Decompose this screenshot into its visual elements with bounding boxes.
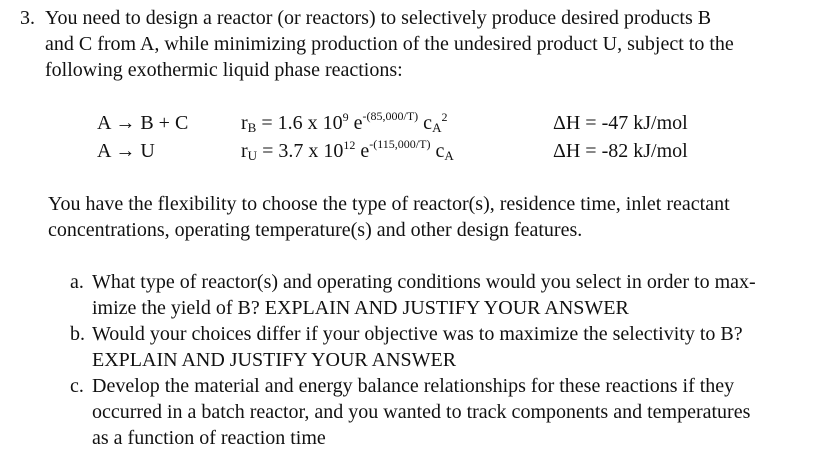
- question-c-line-3: as a function of reaction time: [92, 427, 326, 449]
- reaction-1-equation: A → B + C: [97, 112, 189, 134]
- question-c-label: c.: [70, 375, 84, 397]
- question-c-line-2: occurred in a batch reactor, and you wanted to track components and temperatures: [92, 401, 751, 423]
- reaction-2-enthalpy: ΔH = -82 kJ/mol: [553, 140, 688, 162]
- question-a-line-1: What type of reactor(s) and operating conditions would you select in order to max-: [92, 271, 756, 293]
- question-b-line-2: EXPLAIN AND JUSTIFY YOUR ANSWER: [92, 349, 457, 371]
- reaction-2-equation: A → U: [97, 140, 155, 162]
- reaction-2-rate-law: $r_U = 3.7$ x $10^{12}$ $e^{-(115,000/T)}$ $c_A$: [241, 137, 454, 163]
- question-b-label: b.: [70, 323, 85, 345]
- question-b-line-1: Would your choices differ if your objective was to maximize the selectivity to B?: [92, 323, 743, 345]
- intro-line-3: following exothermic liquid phase reactions:: [45, 59, 403, 81]
- question-a-line-2: imize the yield of B? EXPLAIN AND JUSTIFY YOUR ANSWER: [92, 297, 629, 319]
- intro-line-1: You need to design a reactor (or reactors) to selectively produce desired products B: [45, 7, 712, 29]
- reaction-1-enthalpy: ΔH = -47 kJ/mol: [553, 112, 688, 134]
- reaction-1-rate-law: $r_B = 1.6$ x $10^9$ $e^{-(85,000/T)}$ $c_A^2$: [241, 109, 448, 135]
- intro-line-2: and C from A, while minimizing production of the undesired product U, subject to the: [45, 33, 734, 55]
- question-a-label: a.: [70, 271, 84, 293]
- flexibility-line-1: You have the flexibility to choose the type of reactor(s), residence time, inlet reactant: [48, 193, 730, 215]
- problem-number: 3.: [20, 7, 35, 29]
- flexibility-line-2: concentrations, operating temperature(s) and other design features.: [48, 219, 583, 241]
- question-c-line-1: Develop the material and energy balance relationships for these reactions if they: [92, 375, 735, 397]
